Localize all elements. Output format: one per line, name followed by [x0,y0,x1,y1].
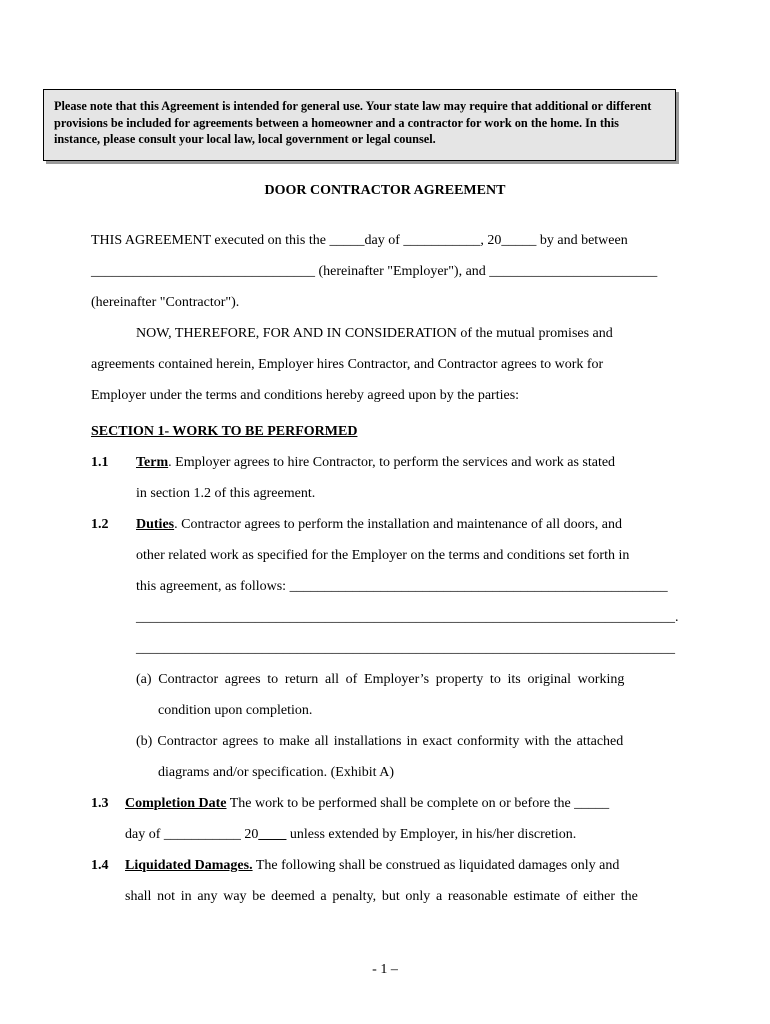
consideration-line-1: NOW, THEREFORE, FOR AND IN CONSIDERATION of the mutual promises and [136,326,613,341]
clause-1-2-line-3: this agreement, as follows: ______________________________________________________ [136,579,668,594]
clause-1-3-text: The work to be performed shall be complete on or before the _____ [226,796,610,811]
clause-1-3-line-2 [125,827,576,843]
clause-1-2-item-b-line-2: diagrams and/or specification. (Exhibit A) [158,765,394,780]
clause-1-1-line-1 [136,455,615,471]
clause-1-2-blank-line-1: _____________________________________________________________________________. [136,610,679,625]
clause-1-3-line-1 [125,796,609,812]
clause-1-1-line-2: in section 1.2 of this agreement. [136,486,316,501]
page-number: - 1 – [372,962,398,977]
disclaimer-notice-box [43,89,676,161]
clause-1-1-number: 1.1 [91,455,109,470]
clause-1-2-line-1 [136,517,622,533]
clause-1-1-term: Term [136,455,169,470]
intro-line-3: (hereinafter "Contractor"). [91,295,240,310]
clause-1-3-term: Completion Date [125,796,227,811]
consideration-line-2: agreements contained herein, Employer hires Contractor, and Contractor agrees to work for [91,357,604,372]
clause-1-4-number: 1.4 [91,858,109,873]
clause-1-2-text: . Contractor agrees to perform the installation and maintenance of all doors, and [174,517,622,532]
clause-1-3-text-c: unless extended by Employer, in his/her discretion. [286,827,577,842]
clause-1-2-item-a-line-1: (a) Contractor agrees to return all of Employer’s property to its original working [136,672,625,687]
clause-1-2-item-a-line-2: condition upon completion. [158,703,313,718]
clause-1-4-term: Liquidated Damages. [125,858,253,873]
clause-1-3-text-a: day of ___________ 20 [125,827,259,842]
clause-1-1-text: . Employer agrees to hire Contractor, to perform the services and work as stated [168,455,616,470]
clause-1-4-text: The following shall be construed as liquidated damages only and [252,858,620,873]
disclaimer-notice-text: Please note that this Agreement is intended for general use. Your state law may require that additional or different provisions be included for agreements between a homeowner and a contractor for work on the home. In this instance, please consult your local law, local government or legal counsel. [54,99,652,146]
clause-1-2-blank-line-2: _____________________________________________________________________________ [136,641,675,656]
section-1-heading: SECTION 1- WORK TO BE PERFORMED [91,424,358,439]
clause-1-2-term: Duties [136,517,175,532]
intro-line-2: ________________________________ (hereinafter "Employer"), and ________________________ [91,264,658,279]
clause-1-3-year-blank: ____ [258,827,287,842]
clause-1-2-line-2: other related work as specified for the Employer on the terms and conditions set forth in [136,548,630,563]
clause-1-4-line-2: shall not in any way be deemed a penalty, but only a reasonable estimate of either the [125,889,638,904]
consideration-line-3: Employer under the terms and conditions hereby agreed upon by the parties: [91,388,520,403]
clause-1-4-line-1 [125,858,619,874]
intro-line-1: THIS AGREEMENT executed on this the _____day of ___________, 20_____ by and between [91,233,628,248]
clause-1-2-item-b-line-1: (b) Contractor agrees to make all installations in exact conformity with the attached [136,734,624,749]
clause-1-3-number: 1.3 [91,796,109,811]
document-title: DOOR CONTRACTOR AGREEMENT [264,183,506,198]
clause-1-2-number: 1.2 [91,517,109,532]
